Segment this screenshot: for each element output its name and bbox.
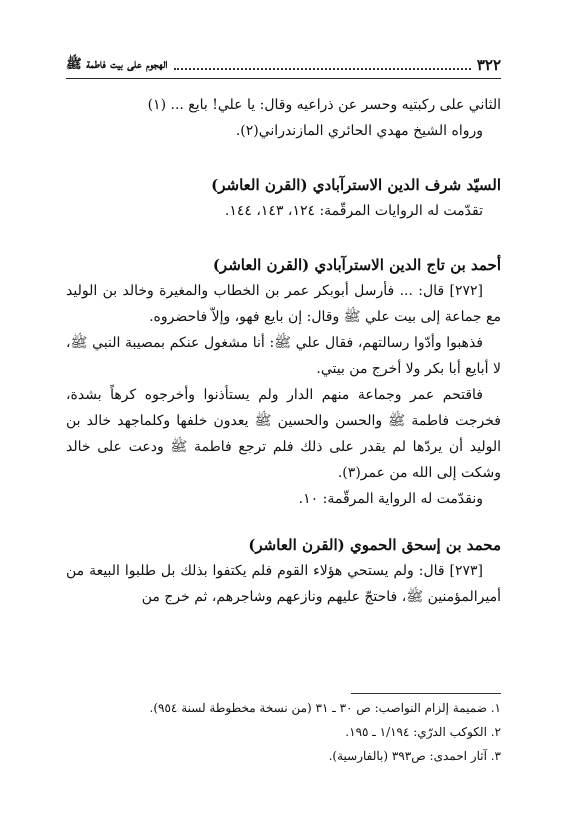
spacer	[66, 224, 501, 252]
narration-272-p3: فاقتحم عمر وجماعة منهم الدار ولم يستأذنوا وأخرجوه كرهاً بشدة، فخرجت فاطمة ﷺ والحسن والحسين ﷺ يعدون خلفها وكلماجهد خالد بن الوليد أن يردّها لم يقدر على ذلك فلم ترجع فاطمة ﷺ ودعت على خالد وشكت إلى الله من عمر(٣).	[66, 387, 501, 481]
footnotes	[66, 696, 501, 768]
page-number: ٣٢٢	[476, 56, 501, 74]
narration-273: [٢٧٣] قال: ولم يستحي هؤلاء القوم فلم يكتفوا بذلك بل طلبوا البيعة من أميرالمؤمنين ﷺ، فاحتجّ عليهم ونازعهم وشاجرهم، ثم خرج من	[66, 563, 501, 605]
footnote-rule	[351, 693, 501, 694]
running-title: الهجوم على بيت فاطمة ﷺ	[66, 56, 168, 72]
running-header	[66, 54, 501, 76]
paragraph-source-note: ورواه الشيخ مهدي الحائري المازندراني(٢).	[235, 123, 483, 139]
page-body	[66, 92, 501, 610]
narration-272-p4: ونقدّمت له الرواية المرقّمة: ١٠.	[298, 491, 483, 507]
section-text-sharaf-aldin: تقدّمت له الروايات المرقّمة: ١٢٤، ١٤٣، ١٤٤.	[224, 203, 483, 219]
section-title-ahmad-astarabadi: أحمد بن تاج الدين الاسترآبادي (القرن العاشر)	[212, 256, 501, 274]
spacer	[66, 512, 501, 532]
paragraph-continuation: الثاني على ركبتيه وحسر عن ذراعيه وقال: يا علي! بايع ... (١)	[147, 97, 501, 113]
narration-272: [٢٧٢] قال: ... فأرسل أبوبكر عمر بن الخطاب والمغيرة وخالد بن الوليد مع جماعة إلى بيت علي ﷺ وقال: إن بايع فهو، وإلاّ فاحضروه.	[66, 283, 501, 325]
footnote-2: ٢. الكوكب الدرّي: ١/١٩٤ ـ ١٩٥.	[345, 725, 501, 739]
footnote-3: ٣. آثار احمدى: ص٣٩٣ (بالفارسية).	[328, 749, 501, 763]
header-rule	[66, 78, 501, 79]
section-title-sharaf-aldin: السيّد شرف الدين الاسترآبادي (القرن العاشر)	[211, 176, 501, 194]
narration-272-p2: فذهبوا وأدّوا رسالتهم، فقال علي ﷺ: أنا مشغول عنكم بمصيبة النبي ﷺ، لا أبايع أبا بكر ولا أخرج من بيتي.	[66, 335, 501, 377]
spacer	[66, 144, 501, 172]
section-title-muhammad-hamawi: محمد بن إسحق الحموي (القرن العاشر)	[248, 536, 501, 554]
header-leader-dots	[174, 60, 471, 70]
footnote-1: ١. ضميمة إلزام النواصب: ص ٣٠ ـ ٣١ (من نسخة مخطوطة لسنة ٩٥٤).	[149, 701, 501, 715]
